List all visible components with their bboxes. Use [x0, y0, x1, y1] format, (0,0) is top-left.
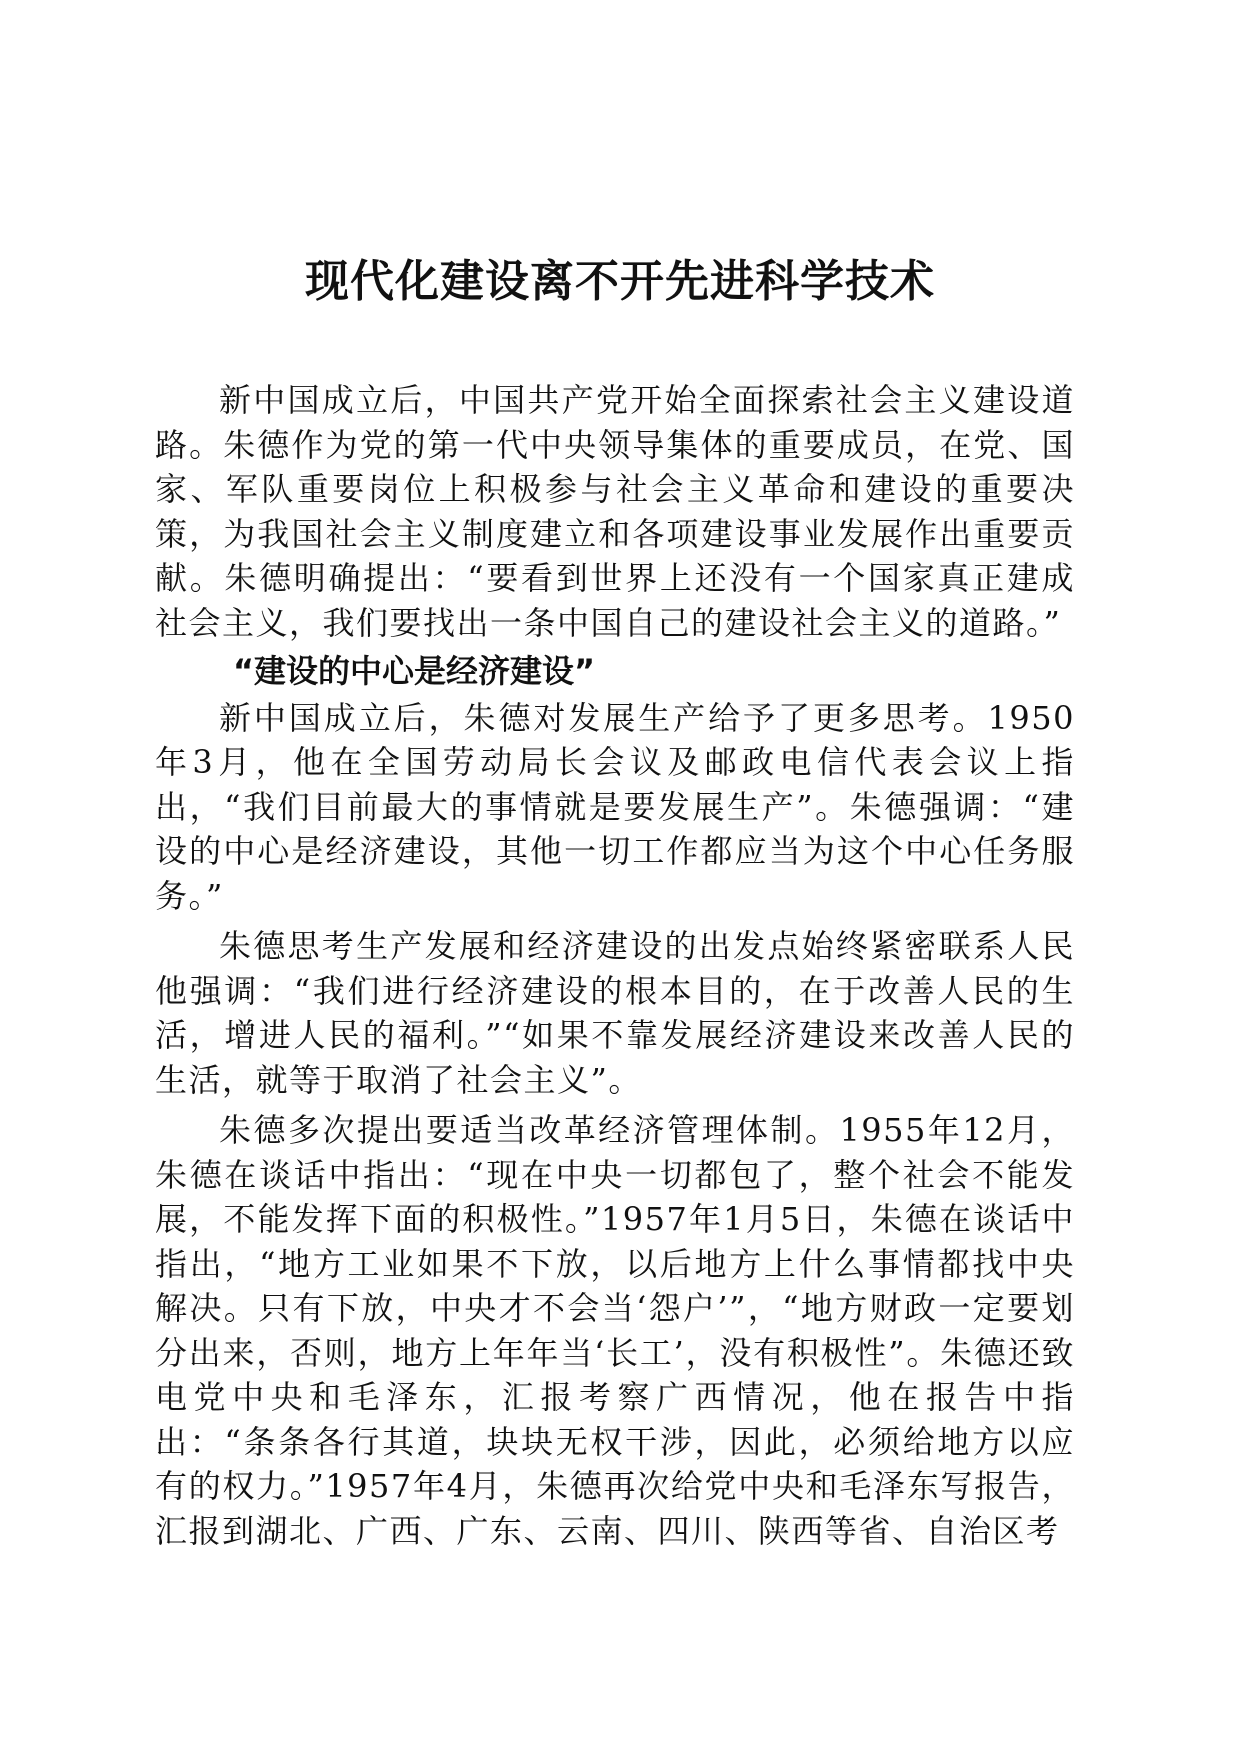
article-body [155, 378, 1075, 1553]
paragraph-3: 朱德多次提出要适当改革经济管理体制。1955年12月，朱德在谈话中指出：“现在中央一切都包了，整个社会不能发展，不能发挥下面的积极性。”1957年1月5日，朱德在谈话中指出，“地方工业如果不下放，以后地方上什么事情都找中央解决。只有下放，中央才不会当‘怨户’”，“地方财政一定要划分出来，否则，地方上年年当‘长工’，没有积极性”。朱德还致电党中央和毛泽东，汇报考察广西情况，他在报告中指出：“条条各行其道，块块无权干涉，因此，必须给地方以应有的权力。”1957年4月，朱德再次给党中央和毛泽东写报告，汇报到湖北、广西、广东、云南、四川、陕西等省、自治区考 [155, 1111, 1075, 1550]
page-title: 现代化建设离不开先进科学技术 [305, 256, 935, 307]
paragraph-1: 新中国成立后，朱德对发展生产给予了更多思考。1950年3月，他在全国劳动局长会议及邮政电信代表会议上指出，“我们目前最大的事情就是要发展生产”。朱德强调：“建设的中心是经济建设，其他一切工作都应当为这个中心任务服务。” [155, 698, 1075, 915]
intro-paragraph: 新中国成立后，中国共产党开始全面探索社会主义建设道路。朱德作为党的第一代中央领导集体的重要成员，在党、国家、军队重要岗位上积极参与社会主义革命和建设的重要决策，为我国社会主义制度建立和各项建设事业发展作出重要贡献。朱德明确提出：“要看到世界上还没有一个国家真正建成社会主义，我们要找出一条中国自己的建设社会主义的道路。” [155, 381, 1075, 642]
section-heading: “建设的中心是经济建设” [233, 652, 596, 690]
paragraph-2: 朱德思考生产发展和经济建设的出发点始终紧密联系人民他强调：“我们进行经济建设的根本目的，在于改善人民的生活，增进人民的福利。”“如果不靠发展经济建设来改善人民的生活，就等于取消了社会主义”。 [155, 927, 1075, 1099]
